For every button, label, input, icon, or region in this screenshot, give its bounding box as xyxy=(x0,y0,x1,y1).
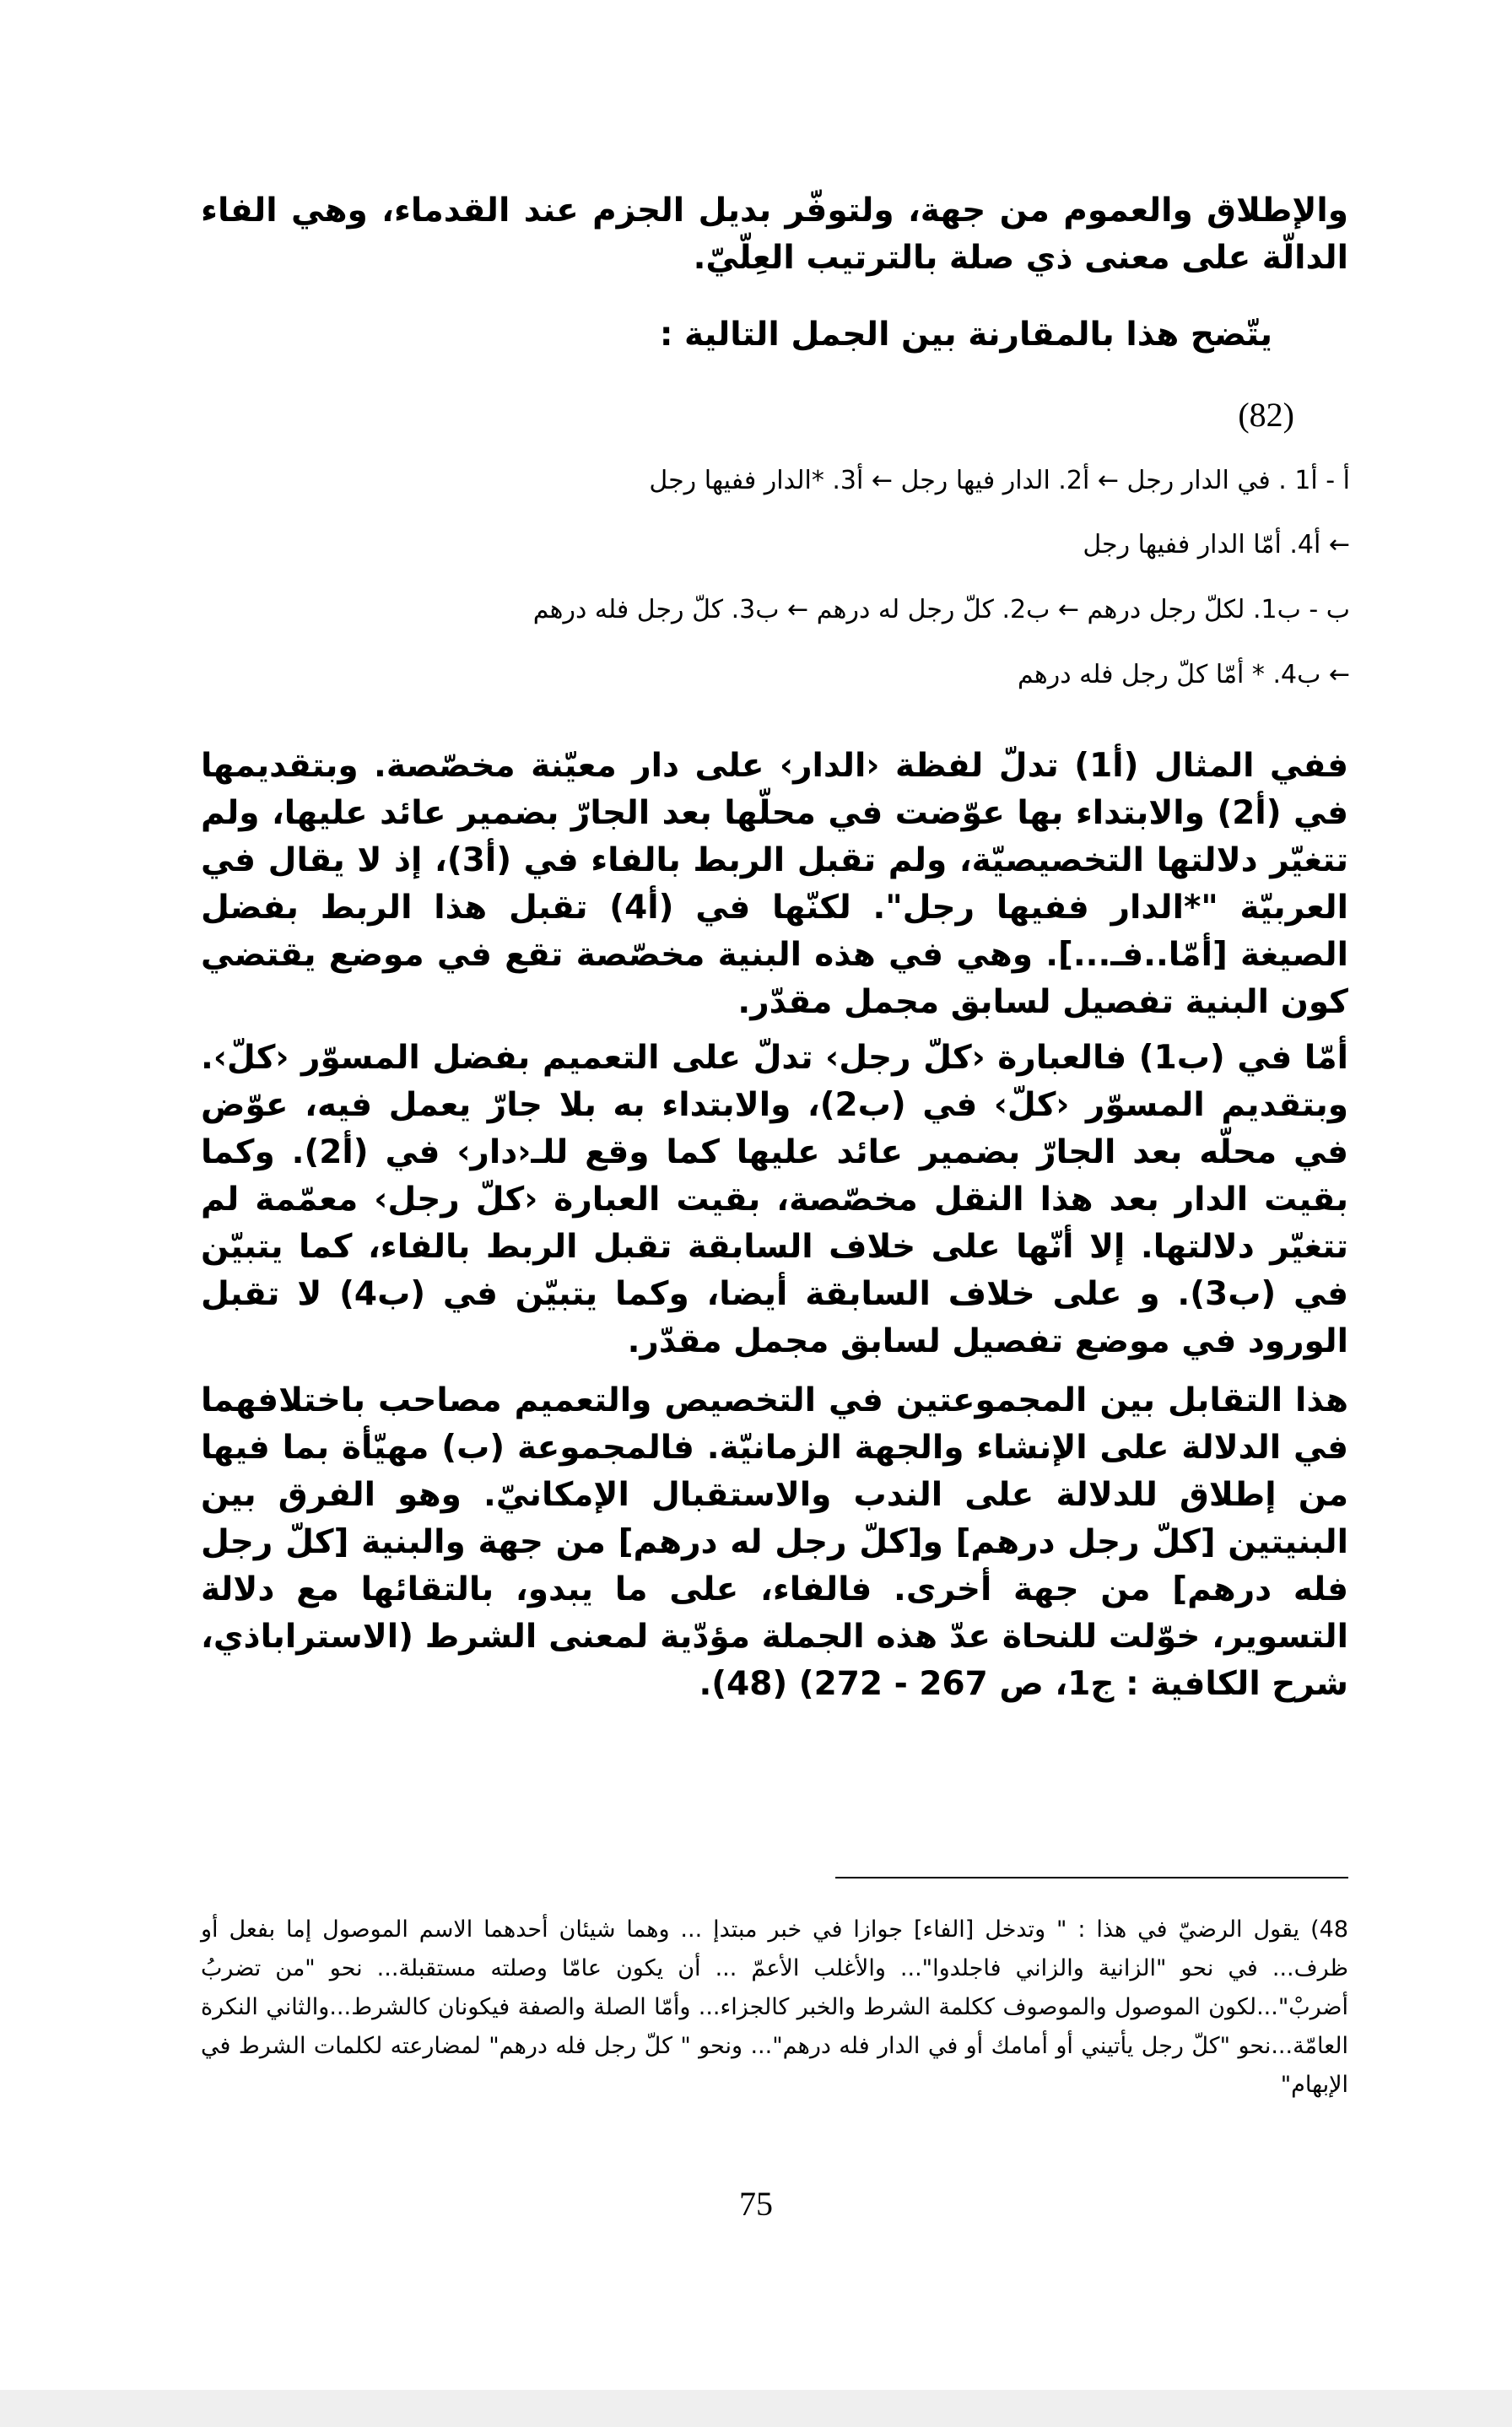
paragraph-b-text: أمّا في (ب1) فالعبارة ‹كلّ رجل› تدلّ على التعميم بفضل المسوّر ‹كلّ›. وبتقديم المسوّر ‹كلّ› في (ب2)، والابتداء به بلا جارّ يعمل فيه، عوّض في محلّه بعد الجارّ بضمير عائد عليها كما وقع للـ‹دار› في (أ2). وكما بقيت الدار بعد هذا النقل مخصّصة، بقيت العبارة ‹كلّ رجل› معمّمة لم تتغيّر دلالتها. إلا أنّها على خلاف السابقة تقبل الربط بالفاء، كما يتبيّن في (ب3). و على خلاف السابقة أيضا، وكما يتبيّن في (ب4) لا تقبل الورود في موضع تفصيل لسابق مجمل مقدّر. xyxy=(201,1039,1349,1360)
page-number: 75 xyxy=(739,2185,773,2223)
paragraph-intro xyxy=(201,187,1348,282)
example-line-a2: ← أ4. أمّا الدار ففيها رجل xyxy=(1083,530,1350,559)
footnote xyxy=(201,1911,1348,2105)
example-number: (82) xyxy=(1238,396,1294,434)
paragraph-contrast xyxy=(201,1377,1348,1708)
paragraph-lead-text: يتّضح هذا بالمقارنة بين الجمل التالية : xyxy=(659,316,1272,354)
footnote-text: 48) يقول الرضيّ في هذا : " وتدخل [الفاء] جوازا في خبر مبتدإ ... وهما شيئان أحدهما الاسم الموصول إما بفعل أو ظرف... في نحو "الزانية والزاني فاجلدوا"... والأغلب الأعمّ ... أن يكون عامّا وصلته مستقبلة... نحو "من تضربُ أضربْ"...لكون الموصول والموصوف ككلمة الشرط والخبر كالجزاء... وأمّا الصلة والصفة فيكونان كالشرط...والثاني النكرة العامّة...نحو "كلّ رجل يأتيني أو أمامك أو في الدار فله درهم"... ونحو " كلّ رجل فله درهم" لمضارعته لكلمات الشرط في الإبهام" xyxy=(201,1916,1348,2098)
paragraph-lead xyxy=(201,314,1348,356)
example-line-b2: ← ب4. * أمّا كلّ رجل فله درهم xyxy=(1017,660,1350,689)
paragraph-a xyxy=(201,743,1348,1026)
example-line-a1: أ - أ1 . في الدار رجل ← أ2. الدار فيها رجل ← أ3. *الدار ففيها رجل xyxy=(649,466,1350,495)
footnote-divider xyxy=(835,1877,1348,1878)
example-line-b1: ب - ب1. لكلّ رجل درهم ← ب2. كلّ رجل له درهم ← ب3. كلّ رجل فله درهم xyxy=(532,595,1350,624)
paragraph-contrast-text: هذا التقابل بين المجموعتين في التخصيص والتعميم مصاحب باختلافهما في الدلالة على الإنشاء والجهة الزمانيّة. فالمجموعة (ب) مهيّأة بما فيها من إطلاق للدلالة على الندب والاستقبال الإمكانيّ. وهو الفرق بين البنيتين [كلّ رجل درهم] و[كلّ رجل له درهم] من جهة والبنية [كلّ رجل فله درهم] من جهة أخرى. فالفاء، على ما يبدو، بالتقائها مع دلالة التسوير، خوّلت للنحاة عدّ هذه الجملة مؤدّية لمعنى الشرط (الاستراباذي، شرح الكافية : ج1، ص 267 - 272) (48). xyxy=(201,1381,1348,1703)
paragraph-a-text: ففي المثال (أ1) تدلّ لفظة ‹الدار› على دار معيّنة مخصّصة. وبتقديمها في (أ2) والابتداء بها عوّضت في محلّها بعد الجارّ بضمير عائد عليها، ولم تتغيّر دلالتها التخصيصيّة، ولم تقبل الربط بالفاء في (أ3)، إذ لا يقال في العربيّة "*الدار ففيها رجل". لكنّها في (أ4) تقبل هذا الربط بفضل الصيغة [أمّا..فـ...]. وهي في هذه البنية مخصّصة تقع في موضع يقتضي كون البنية تفصيل لسابق مجمل مقدّر. xyxy=(201,747,1349,1021)
paragraph-b xyxy=(201,1035,1348,1365)
paragraph-intro-text: والإطلاق والعموم من جهة، ولتوفّر بديل الجزم عند القدماء، وهي الفاء الدالّة على معنى ذي صلة بالترتيب العِلّيّ. xyxy=(201,192,1348,277)
